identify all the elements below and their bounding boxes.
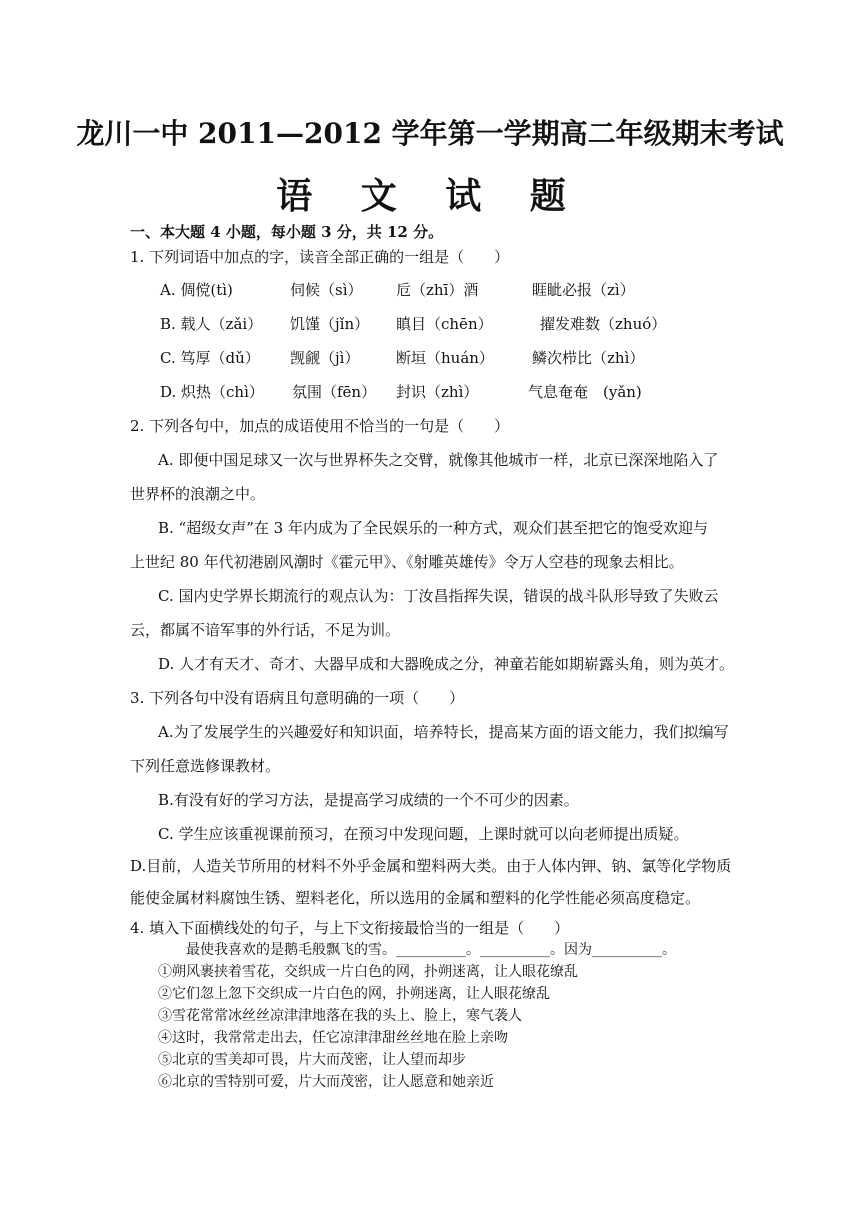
q1-option-c-3: 断垣（huán）	[396, 349, 494, 367]
q3-stem: 3. 下列各句中没有语病且句意明确的一项（ ）	[130, 689, 465, 707]
q2-option-c-line2: 云，都属不谙军事的外行话，不足为训。	[130, 621, 401, 639]
q3-option-d-line1: D.目前，人造关节所用的材料不外乎金属和塑料两大类。由于人体内钾、钠、氯等化学物质	[130, 857, 732, 875]
q1-option-b-3: 瞋目（chēn）	[396, 315, 493, 333]
q2-option-d-line1: D. 人才有天才、奇才、大器早成和大器晚成之分，神童若能如期崭露头角，则为英才。	[158, 655, 735, 673]
exam-title: 龙川一中 2011—2012 学年第一学期高二年级期末考试	[76, 117, 784, 150]
q1-option-b-2: 饥馑（jǐn）	[290, 315, 370, 333]
q1-option-c-4: 鳞次栉比（zhì）	[532, 349, 645, 367]
q1-option-d-4: 气息奄奄 (yǎn)	[528, 383, 642, 401]
q1-option-a-2: 伺候（sì）	[290, 281, 363, 299]
q1-stem: 1. 下列词语中加点的字，读音全部正确的一组是（ ）	[130, 248, 510, 266]
q3-option-b-line1: B.有没有好的学习方法，是提高学习成绩的一个不可少的因素。	[158, 791, 579, 809]
q4-passage: 最使我喜欢的是鹅毛般飘飞的雪。__________。__________。因为__________。	[186, 942, 676, 958]
q4-item-5: ⑤北京的雪美却可畏，片大而茂密，让人望而却步	[158, 1052, 466, 1068]
q1-option-a-4: 睚眦必报（zì）	[532, 281, 635, 299]
q4-item-1: ①朔风裹挟着雪花，交织成一片白色的网，扑朔迷离，让人眼花缭乱	[158, 964, 578, 980]
q1-option-c-1: C. 笃厚（dǔ）	[160, 349, 260, 367]
q3-option-d-line2: 能使金属材料腐蚀生锈、塑料老化，所以选用的金属和塑料的化学性能必须高度稳定。	[130, 889, 701, 907]
q4-stem: 4. 填入下面横线处的句子，与上下文衔接最恰当的一组是（ ）	[130, 919, 570, 937]
q4-item-6: ⑥北京的雪特别可爱，片大而茂密，让人愿意和她亲近	[158, 1074, 494, 1090]
section-heading: 一、本大题 4 小题，每小题 3 分，共 12 分。	[130, 223, 444, 241]
q2-option-a-line2: 世界杯的浪潮之中。	[130, 485, 266, 503]
q2-option-b-line2: 上世纪 80 年代初港剧风潮时《霍元甲》、《射雕英雄传》令万人空巷的现象去相比。	[130, 553, 684, 571]
q1-option-a-1: A. 倜傥(tì)	[160, 281, 233, 299]
q4-item-3: ③雪花常常冰丝丝凉津津地落在我的头上、脸上，寒气袭人	[158, 1008, 522, 1024]
q1-option-a-3: 卮（zhī）酒	[396, 281, 479, 299]
q4-item-2: ②它们忽上忽下交织成一片白色的网，扑朔迷离，让人眼花缭乱	[158, 986, 550, 1002]
q3-option-c-line1: C. 学生应该重视课前预习，在预习中发现问题，上课时就可以向老师提出质疑。	[158, 825, 689, 843]
q1-option-d-3: 封识（zhì）	[396, 383, 479, 401]
q1-option-d-2: 氛围（fēn）	[292, 383, 377, 401]
q3-option-a-line1: A.为了发展学生的兴趣爱好和知识面，培养特长，提高某方面的语文能力，我们拟编写	[158, 723, 729, 741]
q2-option-b-line1: B. “超级女声”在 3 年内成为了全民娱乐的一种方式，观众们甚至把它的饱受欢迎与	[158, 519, 708, 537]
q4-item-4: ④这时，我常常走出去，任它凉津津甜丝丝地在脸上亲吻	[158, 1030, 508, 1046]
q2-option-a-line1: A. 即便中国足球又一次与世界杯失之交臂，就像其他城市一样，北京已深深地陷入了	[158, 451, 719, 469]
q1-option-c-2: 觊觎（jì）	[290, 349, 360, 367]
q1-option-b-4: 擢发难数（zhuó）	[540, 315, 667, 333]
q2-stem: 2. 下列各句中，加点的成语使用不恰当的一句是（ ）	[130, 417, 510, 435]
exam-subtitle: 语 文 试 题	[276, 175, 584, 217]
q1-option-d-1: D. 炽热（chì）	[160, 383, 264, 401]
q2-option-c-line1: C. 国内史学界长期流行的观点认为：丁汝昌指挥失误，错误的战斗队形导致了失败云	[158, 587, 719, 605]
q3-option-a-line2: 下列任意选修课教材。	[130, 757, 281, 775]
q1-option-b-1: B. 载人（zǎi）	[160, 315, 263, 333]
